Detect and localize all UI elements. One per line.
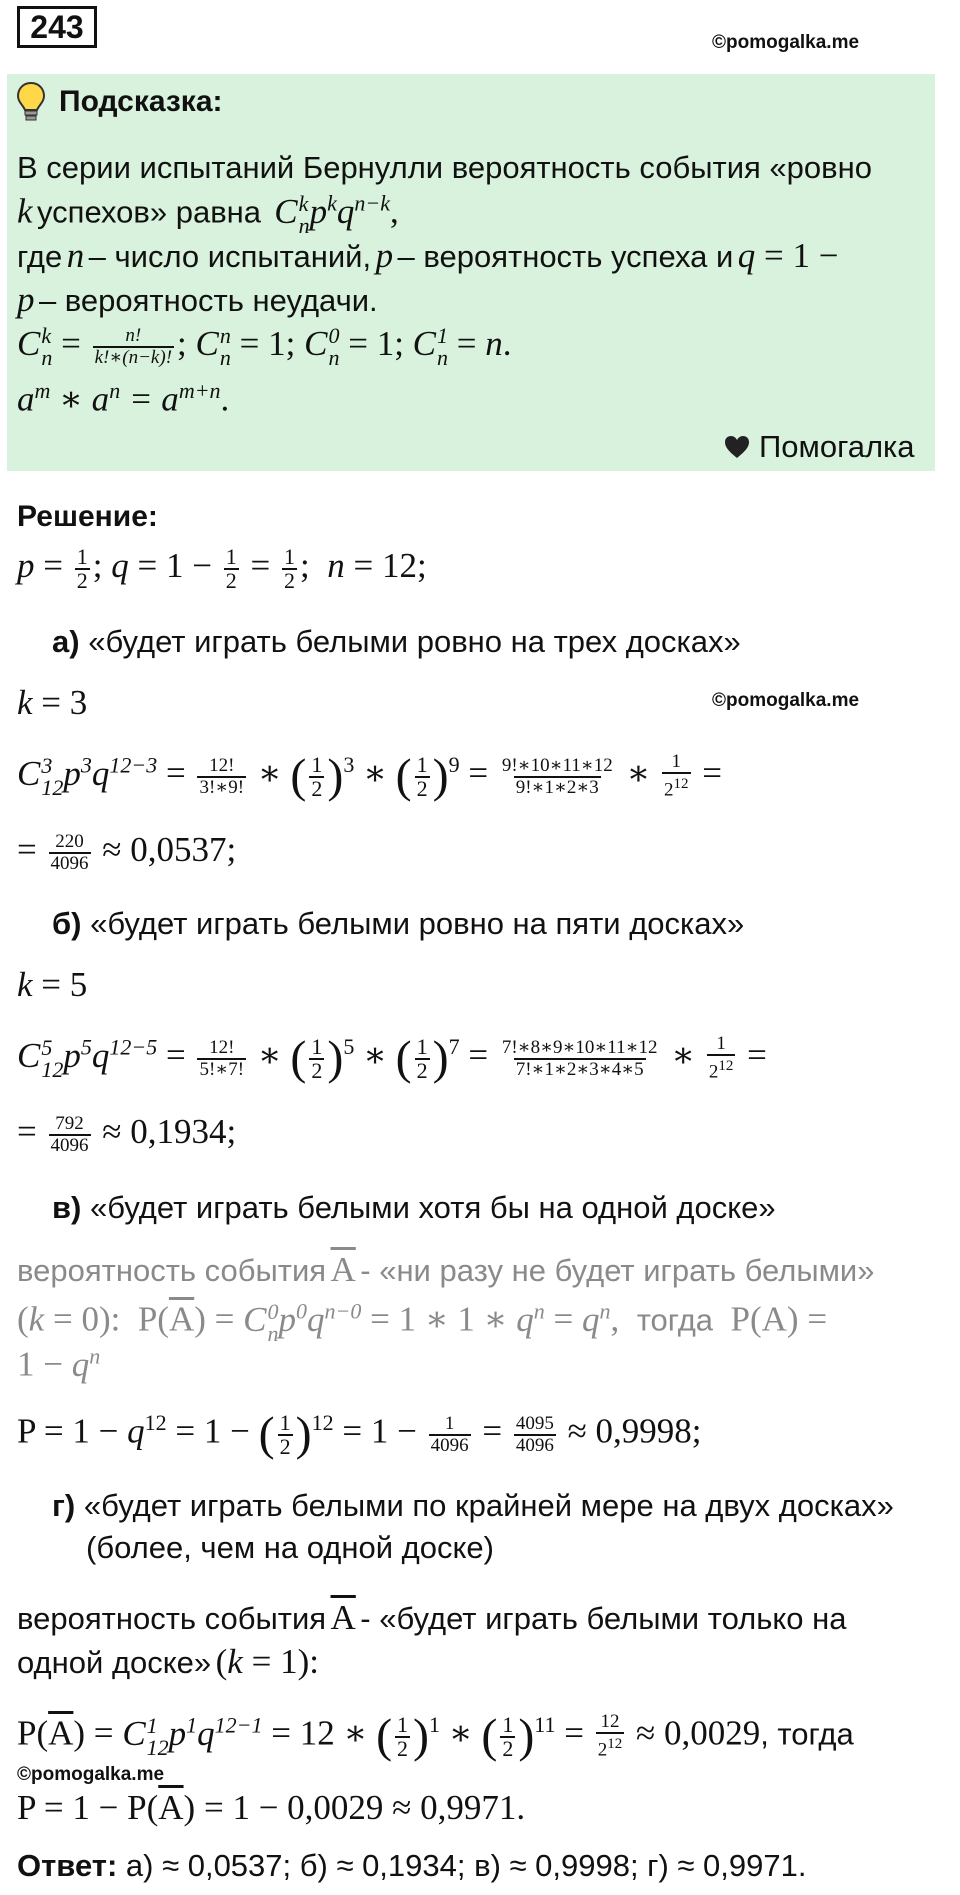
task-number: 243 (17, 6, 97, 48)
part-c-gray-line2: (k = 0): $P(\overline{A}) = C$ 0 n $p^0q^{n-0} = 1$ ∗ 1 ∗ $q^n = q^n$, тогда P(A) = (17, 1298, 828, 1346)
hint-box (7, 74, 935, 471)
watermark-middle: ©pomogalka.me (712, 690, 860, 711)
solution-heading: Решение: (17, 500, 158, 533)
hint-para1-line2: k успехов» равна C k n $p^kq^{n-k}$, (17, 190, 399, 238)
heart-icon (723, 434, 751, 465)
part-c-formula: $P = 1 - q^{12} = 1$ − ( $\frac{1}{2}$ )$^{12}$ = 1 − $\frac{1}{4096}$ = $\frac{4095}{4096}$ ≈ 0,9998; (17, 1407, 702, 1461)
hint-brand: Помогалка (759, 429, 915, 464)
part-a-formula: C 3 12 $p^3q^{12-3}$ = $\frac{12!}{3!∗9!}$ ∗ ( $\frac{1}{2}$ )$^3$ ∗ ( $\frac{1}{2}$ )$^9$ = $\frac{9!∗10∗11∗12}{9!∗1∗2∗3}$ ∗ $\frac{1}{2^{12}}$ = (17, 749, 722, 803)
part-d-heading-line2: (более, чем на одной доске) (86, 1530, 494, 1565)
part-c-gray-line1: вероятность события $\overline{A}$ - «ни разу не будет играть белыми» (17, 1250, 875, 1289)
part-d-line1: вероятность события $\overline{A}$ - «будет играть белыми только на (17, 1598, 847, 1637)
part-c-heading: в) «будет играть белыми хотя бы на одной доске» (52, 1190, 776, 1225)
part-b-result: = $\frac{792}{4096}$ ≈ 0,1934; (17, 1112, 237, 1156)
part-a-heading: а) «будет играть белыми ровно на трех досках» (52, 624, 741, 659)
hint-para3: p – вероятность неудачи. (17, 280, 378, 319)
given-values: p = $\frac{1}{2}$ ; q = 1 − $\frac{1}{2}$ = $\frac{1}{2}$ ; n = 12; (17, 544, 427, 593)
hint-para2: где n – число испытаний, p – вероятность успеха и q = 1 − (17, 236, 839, 275)
lightbulb-icon (15, 80, 47, 129)
part-d-result: $P = 1 - P(\overline{A}) = 1 - 0,0029 \approx 0,9971$. (17, 1788, 526, 1827)
hint-para1-line1: В серии испытаний Бернулли вероятность события «ровно (17, 150, 872, 185)
watermark-top: ©pomogalka.me (712, 32, 860, 53)
part-a-result: = $\frac{220}{4096}$ ≈ 0,0537; (17, 830, 237, 874)
part-a-k: k = 3 (17, 683, 88, 722)
part-b-formula: C 5 12 $p^5q^{12-5}$ = $\frac{12!}{5!∗7!}$ ∗ ( $\frac{1}{2}$ )$^5$ ∗ ( $\frac{1}{2}$ )$^7$ = $\frac{7!∗8∗9∗10∗11∗12}{7!∗1∗2∗3∗4∗5}$ ∗ $\frac{1}{2^{12}}$ = (17, 1031, 767, 1085)
part-d-line2: одной доске» (k = 1): (17, 1642, 319, 1681)
part-d-heading: г) «будет играть белыми по крайней мере на двух досках» (52, 1488, 894, 1523)
hint-title: Подсказка: (59, 85, 223, 118)
part-c-gray-line3: $1 - q^n$ (17, 1343, 101, 1384)
answer-line: Ответ: а) ≈ 0,0537; б) ≈ 0,1934; в) ≈ 0,9998; г) ≈ 0,9971. (17, 1848, 807, 1883)
watermark-bottom: ©pomogalka.me (17, 1764, 165, 1785)
part-d-formula: $P(\overline{A}) = C$ 1 12 $p^1q^{12-1} = 12$ ∗ ( $\frac{1}{2}$ )$^1$ ∗ ( $\frac{1}{2}$ )$^{11}$ = $\frac{12}{2^{12}}$ ≈ 0,0029, тогда (17, 1709, 854, 1763)
part-b-heading: б) «будет играть белыми ровно на пяти досках» (52, 906, 745, 941)
part-b-k: k = 5 (17, 965, 88, 1004)
hint-formula-powers: $a^m$ ∗ $a^n = a^{m+n}$. (17, 378, 230, 419)
hint-formula-combinations: C k n = $\frac{n!}{k!∗(n-k)!}$ ; C n n = 1; C 0 n = 1; C 1 n = n. (17, 322, 512, 370)
